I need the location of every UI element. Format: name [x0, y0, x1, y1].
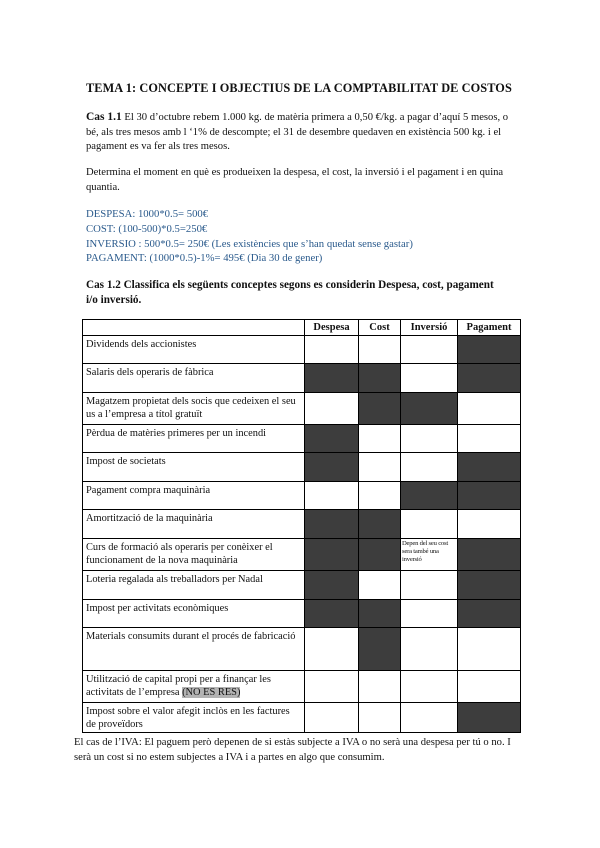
header-blank-cell	[83, 320, 305, 336]
mark-cell-inversio	[401, 628, 458, 671]
row-label-text: Impost per activitats econòmiques	[86, 603, 229, 614]
case-1-question: Determina el moment en què es produeixen la despesa, el cost, la inversió i el pagament i en quina quantia.	[86, 167, 504, 193]
mark-cell-despesa	[305, 393, 359, 425]
mark-cell-cost	[359, 364, 401, 393]
mark-cell-pagament	[458, 393, 521, 425]
row-label	[83, 364, 305, 393]
row-label	[83, 600, 305, 628]
mark-cell-despesa	[305, 482, 359, 510]
mark-cell-inversio	[401, 482, 458, 510]
table-header-row	[83, 320, 521, 336]
table-row	[83, 364, 521, 393]
row-label-text: Materials consumits durant el procés de fabricació	[86, 631, 296, 642]
mark-cell-inversio	[401, 600, 458, 628]
table-row	[83, 336, 521, 364]
mark-cell-pagament	[458, 336, 521, 364]
answer-cost: COST: (100-500)*0.5=250€	[86, 222, 208, 235]
row-label-text: Loteria regalada als treballadors per Nadal	[86, 574, 263, 585]
mark-cell-inversio	[401, 510, 458, 539]
mark-cell-despesa	[305, 453, 359, 482]
mark-cell-despesa	[305, 571, 359, 600]
answer-despesa: DESPESA: 1000*0.5= 500€	[86, 208, 209, 220]
row-label-text: Pagament compra maquinària	[86, 485, 211, 496]
header-despesa: Despesa	[305, 320, 359, 336]
table-row	[83, 510, 521, 539]
mark-cell-pagament	[458, 539, 521, 571]
mark-cell-pagament	[458, 453, 521, 482]
mark-cell-inversio: Depen del seu cost sera també una inversió	[401, 539, 458, 571]
table-body	[83, 336, 521, 733]
mark-cell-cost	[359, 393, 401, 425]
mark-cell-inversio	[401, 571, 458, 600]
row-label	[83, 571, 305, 600]
answers-block	[86, 207, 413, 266]
table-row	[83, 703, 521, 733]
table-row	[83, 671, 521, 703]
mark-cell-pagament	[458, 482, 521, 510]
row-label-text: Impost de societats	[86, 456, 166, 467]
row-label-text: Pèrdua de matèries primeres per un incendi	[86, 428, 267, 439]
table-row	[83, 571, 521, 600]
iva-note: El cas de l’IVA: El paguem però depenen de si estàs subjecte a IVA o no serà una despesa per tú o no. I serà un cost si no estem subjectes a IVA i a partes en algo que consumim.	[74, 737, 511, 763]
row-label	[83, 453, 305, 482]
mark-cell-pagament	[458, 364, 521, 393]
mark-cell-pagament	[458, 510, 521, 539]
row-label	[83, 671, 305, 703]
row-label	[83, 539, 305, 571]
mark-cell-cost	[359, 539, 401, 571]
header-cost: Cost	[359, 320, 401, 336]
row-label-text: Dividends dels accionistes	[86, 339, 197, 350]
row-label-text: Impost sobre el valor afegit inclòs en les factures de proveïdors	[86, 706, 290, 731]
mark-cell-cost	[359, 425, 401, 453]
row-label-text: Amortització de la maquinària	[86, 513, 213, 524]
table-row	[83, 482, 521, 510]
mark-cell-inversio	[401, 393, 458, 425]
mark-cell-inversio	[401, 425, 458, 453]
mark-cell-cost	[359, 336, 401, 364]
answer-inversio: INVERSIO : 500*0.5= 250€ (Les existències que s’han quedat sense gastar)	[86, 237, 413, 250]
case-1-label: Cas 1.1	[86, 111, 122, 123]
mark-cell-despesa	[305, 364, 359, 393]
row-label-text: Utilització de capital propi per a finançar les activitats de l’empresa	[86, 674, 271, 699]
header-inversio: Inversió	[401, 320, 458, 336]
table-row	[83, 453, 521, 482]
mark-cell-cost	[359, 628, 401, 671]
page-title: TEMA 1: CONCEPTE I OBJECTIUS DE LA COMPTABILITAT DE COSTOS	[86, 81, 512, 95]
table-row	[83, 425, 521, 453]
classification-table	[82, 319, 521, 733]
row-label	[83, 425, 305, 453]
mark-cell-despesa	[305, 425, 359, 453]
mark-cell-inversio	[401, 336, 458, 364]
table-row	[83, 600, 521, 628]
mark-cell-cost	[359, 703, 401, 733]
table-row	[83, 628, 521, 671]
mark-cell-cost	[359, 671, 401, 703]
mark-cell-cost	[359, 453, 401, 482]
case-1-text: El 30 d’octubre rebem 1.000 kg. de matèria primera a 0,50 €/kg. a pagar d’aquí 5 mesos, o bé, als tres mesos amb l ‘1% de descompte; el 31 de desembre quedaven en existència 500 kg. i el pagament es va fer als tres mesos.	[86, 112, 509, 153]
row-label	[83, 482, 305, 510]
row-label	[83, 703, 305, 733]
mark-cell-despesa	[305, 671, 359, 703]
mark-cell-despesa	[305, 600, 359, 628]
row-label	[83, 336, 305, 364]
row-label-text: Curs de formació als operaris per conèixer el funcionament de la nova maquinària	[86, 542, 273, 567]
mark-cell-pagament	[458, 425, 521, 453]
mark-cell-cost	[359, 482, 401, 510]
mark-cell-cost	[359, 571, 401, 600]
mark-cell-despesa	[305, 336, 359, 364]
table-row	[83, 539, 521, 571]
row-label	[83, 510, 305, 539]
row-label	[83, 393, 305, 425]
mark-cell-inversio	[401, 703, 458, 733]
mark-cell-inversio	[401, 453, 458, 482]
header-pagament: Pagament	[458, 320, 521, 336]
mark-cell-pagament	[458, 671, 521, 703]
mark-cell-cost	[359, 600, 401, 628]
mark-cell-pagament	[458, 628, 521, 671]
highlighted-note: (NO ES RES)	[182, 687, 241, 699]
mark-cell-despesa	[305, 703, 359, 733]
row-label-text: Salaris dels operaris de fàbrica	[86, 367, 214, 378]
mark-cell-cost	[359, 510, 401, 539]
mark-cell-pagament	[458, 703, 521, 733]
table-row	[83, 393, 521, 425]
row-label-text: Magatzem propietat dels socis que cedeixen el seu us a l’empresa a títol gratuït	[86, 396, 296, 421]
mark-cell-despesa	[305, 539, 359, 571]
case-1-paragraph	[86, 110, 518, 155]
answer-pagament: PAGAMENT: (1000*0.5)-1%= 495€ (Dia 30 de gener)	[86, 252, 323, 265]
row-label	[83, 628, 305, 671]
mark-cell-despesa	[305, 628, 359, 671]
mark-cell-despesa	[305, 510, 359, 539]
mark-cell-inversio	[401, 671, 458, 703]
case-2-heading: Cas 1.2 Classifica els següents conceptes segons es considerin Despesa, cost, pagament i/o inversió.	[86, 279, 494, 306]
mark-cell-pagament	[458, 571, 521, 600]
mark-cell-inversio	[401, 364, 458, 393]
mark-cell-pagament	[458, 600, 521, 628]
